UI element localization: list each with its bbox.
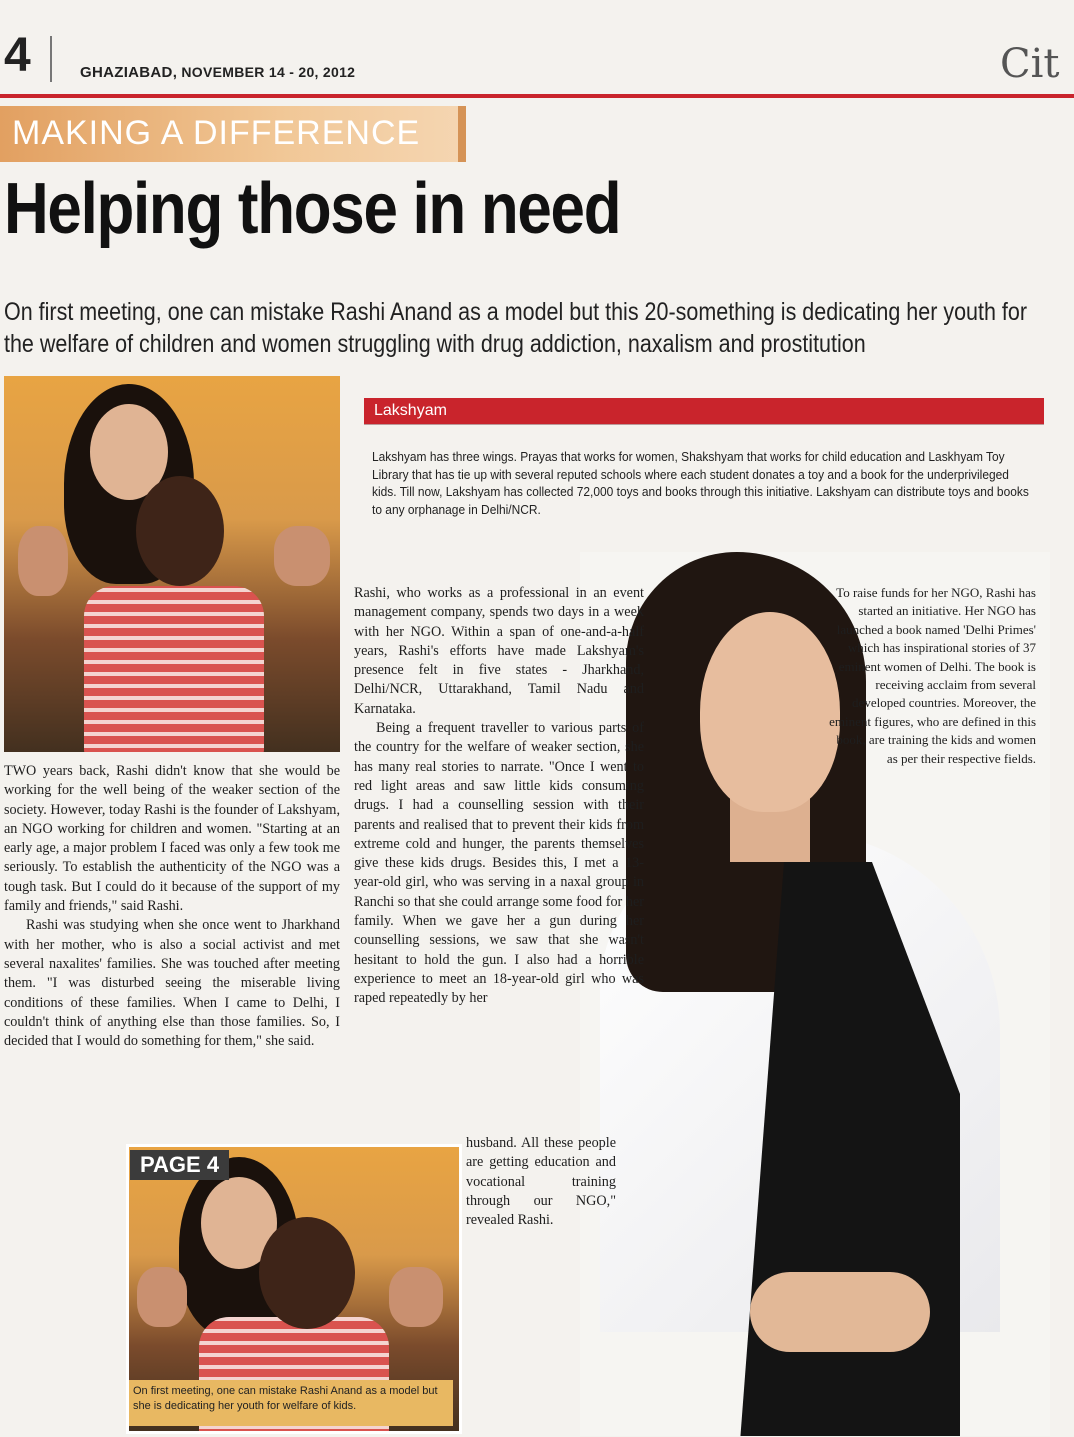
article-paragraph: To raise funds for her NGO, Rashi has started an initiative. Her NGO has launched a book named 'Delhi Primes' which has inspirational stories of 37 eminent women of Delhi. The book is receiving acclaim from several developed countries. Moreover, the eminent figures, who are defined in this book, are training the kids and women as per their respective fields. (829, 585, 1036, 766)
masthead: Cit (1000, 41, 1060, 87)
headline: Helping those in need (4, 169, 621, 249)
article-column-3 (826, 584, 1036, 768)
page-number: 4 (4, 29, 31, 82)
article-column-1 (4, 762, 340, 1051)
standfirst: On first meeting, one can mistake Rashi Anand as a model but this 20-something is dedicating her youth for the welfare of children and women struggling with drug addiction, naxalism and prostitution (4, 298, 1028, 358)
article-column-2 (354, 584, 644, 1009)
sidebar-title: Lakshyam (374, 402, 447, 419)
sidebar-rule (364, 424, 1044, 425)
section-label: MAKING A DIFFERENCE (12, 114, 421, 152)
sidebar-title-bar (364, 398, 1044, 424)
sidebar-text: Lakshyam has three wings. Prayas that works for women, Shakshyam that works for child education and Laskhyam Toy Library that has tie up with several reputed schools where each student donates a toy and a book for the underprivileged kids. Till now, Lakshyam has collected 72,000 toys and books through this initiative. Lakshyam can distribute toys and books to any orphanage in Delhi/NCR. (372, 449, 1029, 517)
dateline (80, 64, 355, 81)
dateline-place: GHAZIABAD, (80, 64, 178, 81)
inset-caption: On first meeting, one can mistake Rashi Anand as a model but she is dedicating her youth for welfare of kids. (129, 1380, 453, 1426)
inset-label: PAGE 4 (130, 1150, 229, 1180)
article-paragraph: husband. All these people are getting education and vocational training through our NGO," revealed Rashi. (466, 1135, 616, 1229)
article-paragraph: Rashi, who works as a professional in an event management company, spends two days in a week with her NGO. Within a span of one-and-a-half years, Rashi's efforts have made Lakshyam's presence felt in five states - Jharkhand, Delhi/NCR, Uttarakhand, Tamil Nadu and Karnataka. (354, 585, 644, 717)
article-column-4 (466, 1134, 616, 1230)
article-paragraph: TWO years back, Rashi didn't know that she would be working for the well being of the weaker section of the society. However, today Rashi is the founder of Lakshyam, an NGO working for children and women. "Starting at an early age, a major problem I faced was only a few took me seriously. To establish the authenticity of the NGO was a tough task. But I could do it because of the support of my family and friends," said Rashi. (4, 763, 340, 915)
header-separator (50, 36, 52, 82)
article-paragraph: Rashi was studying when she once went to Jharkhand with her mother, who is also a social activist and met several naxalites' families. She was touched after meeting them. "I was disturbed seeing the miserable living conditions of these families. When I came to Delhi, I couldn't think of anything else than those families. So, I decided that I would do something for them," she said. (4, 917, 340, 1050)
dateline-date: NOVEMBER 14 - 20, 2012 (181, 64, 356, 80)
header-rule (0, 94, 1074, 98)
article-paragraph: Being a frequent traveller to various parts of the country for the welfare of weaker section, she has many real stories to narrate. "Once I went to red light areas and saw little kids consuming drugs. I had a counselling session with their parents and realised that to prevent their kids from extreme cold and hunger, the parents themselves give these kids drugs. Besides this, I met a 13-year-old girl, who was serving in a naxal group in Ranchi so that she could arrange some food for her family. When we gave her a gun during her counselling sessions, we saw that she wasn't hesitant to hold the gun. I also had a horrible experience to meet an 18-year-old girl who was raped repeatedly by her (354, 720, 644, 1007)
photo-rashi-with-boy (4, 376, 340, 752)
